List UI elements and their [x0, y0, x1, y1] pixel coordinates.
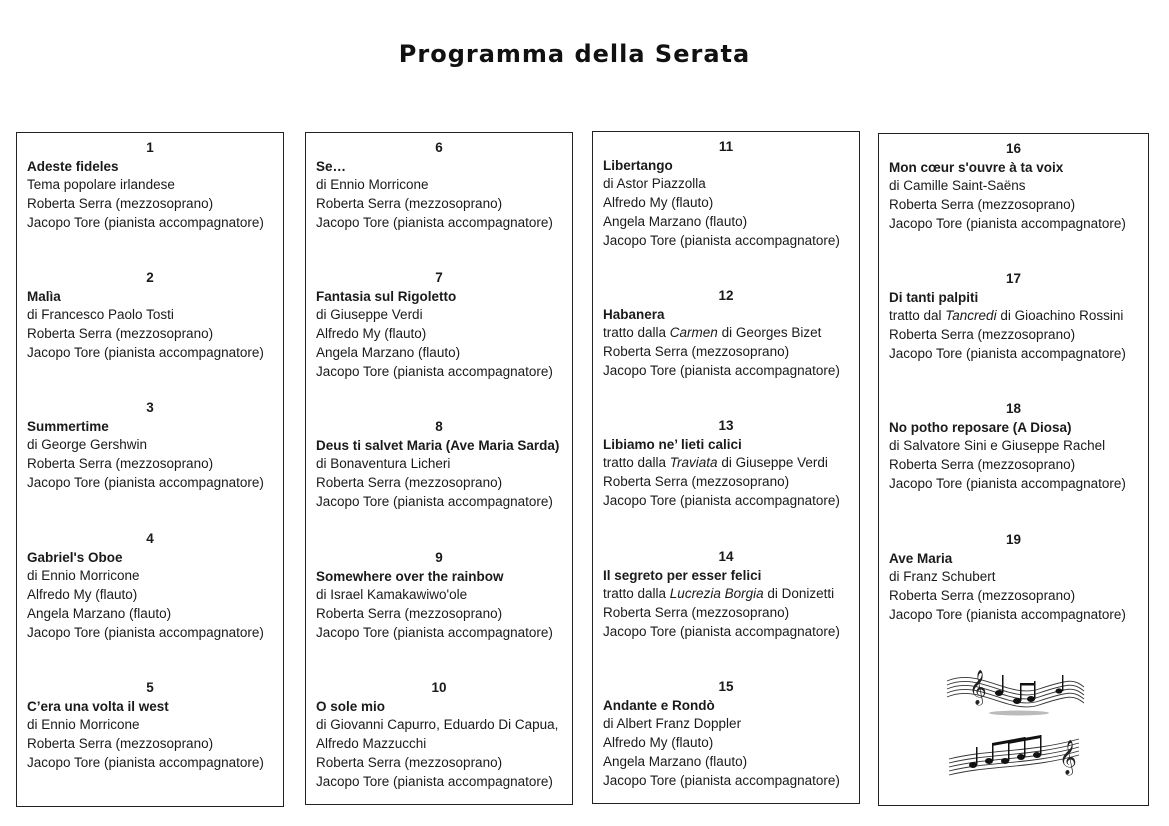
program-piece	[27, 530, 283, 642]
piece-title: O sole mio	[316, 698, 386, 714]
piece-detail-line: di Giuseppe Verdi	[316, 307, 423, 323]
piece-source-pre: tratto dalla	[603, 455, 670, 471]
piece-title: Adeste fideles	[27, 158, 119, 174]
piece-number: 17	[1005, 271, 1022, 286]
piece-detail-line: Jacopo Tore (pianista accompagnatore)	[889, 215, 1126, 231]
piece-detail-line: Roberta Serra (mezzosoprano)	[27, 196, 214, 212]
program-piece	[27, 679, 283, 773]
piece-title: Somewhere over the rainbow	[316, 568, 504, 584]
piece-number: 3	[146, 400, 154, 415]
program-piece	[889, 400, 1148, 494]
piece-detail-line: Jacopo Tore (pianista accompagnatore)	[316, 493, 553, 509]
piece-detail-line: Jacopo Tore (pianista accompagnatore)	[889, 345, 1126, 361]
program-piece	[27, 269, 283, 363]
piece-source-work: Traviata	[669, 455, 718, 471]
piece-title: Fantasia sul Rigoletto	[316, 288, 457, 304]
program-piece	[27, 399, 283, 493]
piece-detail-line: Roberta Serra (mezzosoprano)	[603, 344, 790, 360]
piece-detail-line: Jacopo Tore (pianista accompagnatore)	[889, 606, 1126, 622]
program-piece	[889, 531, 1148, 625]
piece-detail-line: di Francesco Paolo Tosti	[27, 307, 174, 323]
piece-detail-line: di Franz Schubert	[889, 569, 996, 585]
piece-title: Di tanti palpiti	[889, 289, 979, 305]
piece-detail-line: Angela Marzano (flauto)	[316, 344, 461, 360]
piece-detail-line: Jacopo Tore (pianista accompagnatore)	[316, 773, 553, 789]
music-notes-icon	[879, 649, 1148, 779]
piece-number: 16	[1005, 141, 1022, 156]
piece-detail-line: Roberta Serra (mezzosoprano)	[316, 754, 503, 770]
piece-detail-line: Roberta Serra (mezzosoprano)	[316, 196, 503, 212]
piece-title: Il segreto per esser felici	[603, 567, 762, 583]
piece-title: Summertime	[27, 418, 109, 434]
piece-source-pre: tratto dalla	[603, 586, 670, 602]
piece-detail-line: Jacopo Tore (pianista accompagnatore)	[27, 474, 264, 490]
program-piece	[316, 139, 572, 233]
piece-detail-line: Jacopo Tore (pianista accompagnatore)	[603, 232, 840, 248]
piece-title: Mon cœur s'ouvre à ta voix	[889, 159, 1064, 175]
piece-detail-line: Roberta Serra (mezzosoprano)	[889, 457, 1076, 473]
piece-detail-line: di Astor Piazzolla	[603, 176, 706, 192]
piece-detail-line: Roberta Serra (mezzosoprano)	[889, 588, 1076, 604]
piece-detail-line: Angela Marzano (flauto)	[603, 753, 748, 769]
piece-detail-line: di Giovanni Capurro, Eduardo Di Capua,	[316, 717, 559, 733]
piece-title: Andante e Rondò	[603, 697, 715, 713]
program-column-1	[16, 132, 284, 807]
piece-detail-line: Jacopo Tore (pianista accompagnatore)	[603, 623, 840, 639]
piece-detail-line: Alfredo My (flauto)	[316, 326, 427, 342]
piece-number: 19	[1005, 532, 1022, 547]
piece-title: Libiamo ne’ lieti calici	[603, 436, 742, 452]
svg-text:𝄞: 𝄞	[968, 670, 987, 705]
piece-number: 7	[435, 270, 443, 285]
piece-detail-line: Roberta Serra (mezzosoprano)	[27, 326, 214, 342]
piece-detail-line: di George Gershwin	[27, 437, 148, 453]
program-piece	[316, 418, 572, 512]
piece-detail-line: Jacopo Tore (pianista accompagnatore)	[316, 214, 553, 230]
piece-number: 1	[146, 140, 154, 155]
piece-number: 8	[435, 419, 443, 434]
piece-detail-line: di Ennio Morricone	[27, 568, 140, 584]
piece-detail-line: Alfredo My (flauto)	[603, 735, 714, 751]
program-column-4	[878, 133, 1149, 806]
piece-number: 10	[431, 680, 447, 695]
piece-source	[603, 454, 859, 473]
piece-source-post: di Georges Bizet	[717, 325, 822, 341]
piece-detail-line: Jacopo Tore (pianista accompagnatore)	[27, 214, 264, 230]
program-piece	[889, 140, 1148, 234]
piece-title: Se…	[316, 158, 347, 174]
piece-number: 12	[718, 288, 734, 303]
piece-source	[603, 324, 859, 343]
piece-number: 6	[435, 140, 443, 155]
piece-number: 14	[718, 549, 734, 564]
piece-detail-line: Roberta Serra (mezzosoprano)	[889, 197, 1076, 213]
piece-source-pre: tratto dal	[889, 308, 946, 324]
piece-source-post: di Donizetti	[763, 586, 835, 602]
piece-detail-line: Angela Marzano (flauto)	[27, 605, 172, 621]
piece-title: Deus ti salvet Maria (Ave Maria Sarda)	[316, 437, 560, 453]
piece-number: 9	[435, 550, 443, 565]
program-piece	[316, 679, 572, 791]
piece-detail-line: di Salvatore Sini e Giuseppe Rachel	[889, 438, 1106, 454]
piece-detail-line: di Camille Saint-Saëns	[889, 178, 1026, 194]
program-column-3	[592, 131, 860, 804]
program-piece	[603, 138, 859, 250]
piece-source-work: Lucrezia Borgia	[669, 586, 764, 602]
piece-number: 4	[146, 531, 154, 546]
piece-detail-line: Angela Marzano (flauto)	[603, 213, 748, 229]
piece-detail-line: Jacopo Tore (pianista accompagnatore)	[889, 475, 1126, 491]
piece-detail-line: Jacopo Tore (pianista accompagnatore)	[603, 492, 840, 508]
piece-title: Habanera	[603, 306, 665, 322]
piece-detail-line: di Bonaventura Licheri	[316, 456, 451, 472]
piece-title: Ave Maria	[889, 550, 953, 566]
piece-title: C’era una volta il west	[27, 698, 169, 714]
svg-text:𝄞: 𝄞	[1058, 740, 1077, 775]
piece-title: Gabriel's Oboe	[27, 549, 123, 565]
piece-detail-line: Jacopo Tore (pianista accompagnatore)	[603, 772, 840, 788]
piece-detail-line: Roberta Serra (mezzosoprano)	[889, 327, 1076, 343]
piece-detail-line: di Albert Franz Doppler	[603, 716, 742, 732]
program-piece	[603, 548, 859, 642]
piece-detail-line: Roberta Serra (mezzosoprano)	[27, 736, 214, 752]
piece-source-work: Tancredi	[945, 308, 997, 324]
page-title: Programma della Serata	[398, 40, 751, 68]
piece-number: 15	[718, 679, 734, 694]
piece-detail-line: Roberta Serra (mezzosoprano)	[316, 475, 503, 491]
piece-number: 5	[146, 680, 154, 695]
program-piece	[27, 139, 283, 233]
piece-source-post: di Giuseppe Verdi	[717, 455, 828, 471]
piece-number: 11	[718, 139, 734, 154]
piece-source-post: di Gioachino Rossini	[996, 308, 1124, 324]
piece-number: 2	[146, 270, 154, 285]
piece-detail-line: di Israel Kamakawiwo'ole	[316, 587, 468, 603]
piece-detail-line: di Ennio Morricone	[27, 717, 140, 733]
piece-detail-line: Jacopo Tore (pianista accompagnatore)	[27, 344, 264, 360]
piece-title: Malìa	[27, 288, 61, 304]
piece-detail-line: Alfredo My (flauto)	[603, 195, 714, 211]
program-piece	[316, 269, 572, 381]
program-piece	[603, 678, 859, 790]
piece-detail-line: Tema popolare irlandese	[27, 177, 175, 193]
piece-detail-line: Roberta Serra (mezzosoprano)	[603, 605, 790, 621]
program-piece	[603, 287, 859, 381]
piece-detail-line: Jacopo Tore (pianista accompagnatore)	[316, 624, 553, 640]
piece-detail-line: Roberta Serra (mezzosoprano)	[316, 606, 503, 622]
piece-source-pre: tratto dalla	[603, 325, 670, 341]
piece-number: 13	[718, 418, 734, 433]
piece-number: 18	[1005, 401, 1022, 416]
piece-detail-line: Jacopo Tore (pianista accompagnatore)	[316, 363, 553, 379]
piece-source	[889, 307, 1148, 326]
piece-detail-line: Alfredo Mazzucchi	[316, 736, 427, 752]
piece-detail-line: Roberta Serra (mezzosoprano)	[27, 456, 214, 472]
piece-detail-line: Jacopo Tore (pianista accompagnatore)	[603, 362, 840, 378]
program-piece	[889, 270, 1148, 364]
piece-detail-line: Roberta Serra (mezzosoprano)	[603, 474, 790, 490]
piece-detail-line: Alfredo My (flauto)	[27, 587, 138, 603]
piece-detail-line: di Ennio Morricone	[316, 177, 429, 193]
piece-source	[603, 585, 859, 604]
piece-title: No potho reposare (A Diosa)	[889, 419, 1072, 435]
piece-detail-line: Jacopo Tore (pianista accompagnatore)	[27, 754, 264, 770]
piece-source-work: Carmen	[669, 325, 718, 341]
program-piece	[603, 417, 859, 511]
piece-detail-line: Jacopo Tore (pianista accompagnatore)	[27, 624, 264, 640]
program-piece	[316, 549, 572, 643]
program-column-2	[305, 132, 573, 805]
piece-title: Libertango	[603, 157, 673, 173]
